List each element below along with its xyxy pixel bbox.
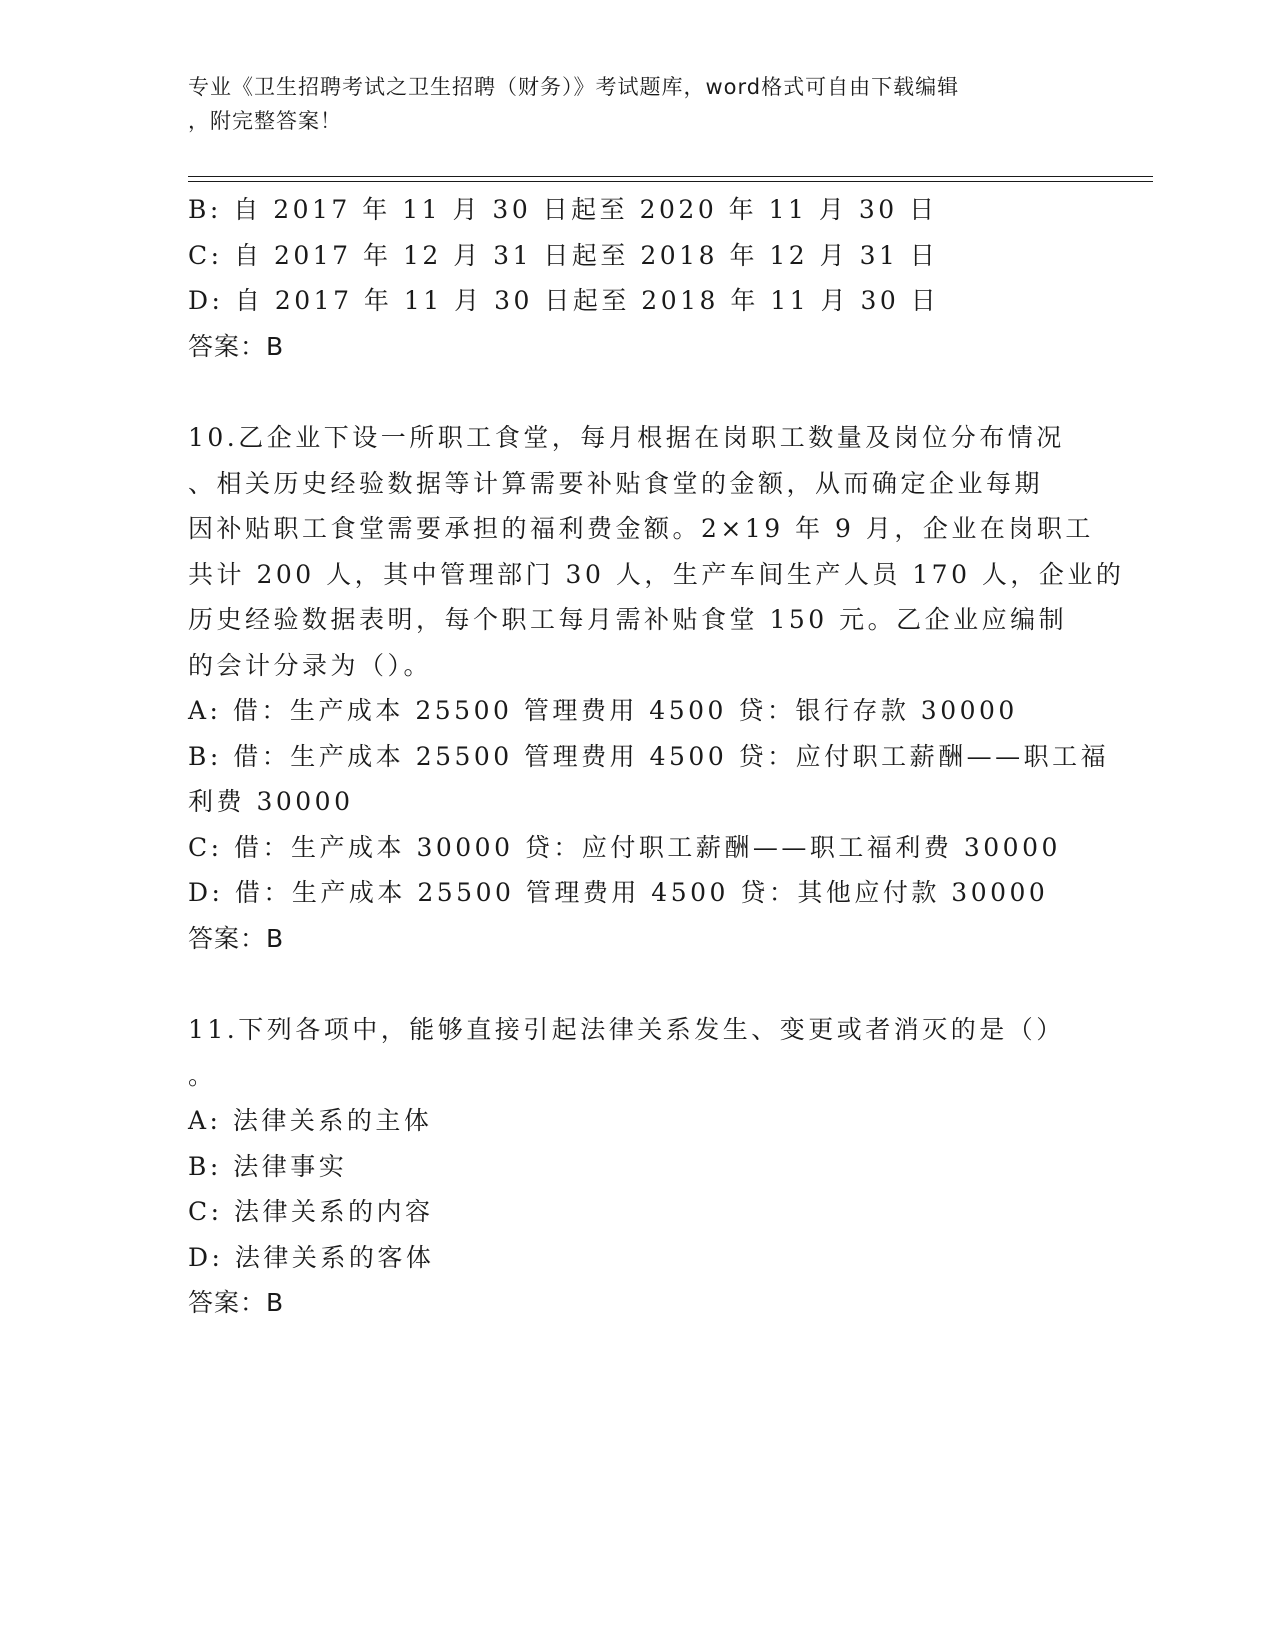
option-a: A: 法律关系的主体 xyxy=(188,1106,433,1135)
header-line-1: 专业《卫生招聘考试之卫生招聘（财务）》考试题库，word格式可自由下载编辑 xyxy=(188,75,960,99)
question-stem-line: 共计 200 人，其中管理部门 30 人，生产车间生产人员 170 人，企业的 xyxy=(188,559,1125,589)
option-d: D: 法律关系的客体 xyxy=(188,1242,435,1272)
option-b: B: 法律事实 xyxy=(188,1151,348,1181)
option-c: C: 法律关系的内容 xyxy=(188,1197,434,1226)
option-b: B: 自 2017 年 11 月 30 日起至 2020 年 11 月 30 日 xyxy=(188,195,938,224)
question-stem-line: 11.下列各项中，能够直接引起法律关系发生、变更或者消灭的是（） xyxy=(188,1015,1065,1044)
question-stem-line: 的会计分录为（）。 xyxy=(188,650,433,680)
header-line-2: ，附完整答案！ xyxy=(188,109,342,133)
spacer xyxy=(188,369,1088,415)
option-b: B: 借：生产成本 25500 管理费用 4500 贷：应付职工薪酬——职工福 xyxy=(188,741,1110,771)
question-9-tail xyxy=(188,187,1088,369)
question-stem-line: 。 xyxy=(188,1060,217,1090)
question-stem-line: 10.乙企业下设一所职工食堂，每月根据在岗职工数量及岗位分布情况 xyxy=(188,423,1065,452)
option-c: C: 借：生产成本 30000 贷：应付职工薪酬——职工福利费 30000 xyxy=(188,832,1061,862)
option-a: A: 借：生产成本 25500 管理费用 4500 贷：银行存款 30000 xyxy=(188,696,1018,725)
question-stem-line: 历史经验数据表明，每个职工每月需补贴食堂 150 元。乙企业应编制 xyxy=(188,605,1068,634)
question-stem-line: 因补贴职工食堂需要承担的福利费金额。2×19 年 9 月，企业在岗职工 xyxy=(188,514,1094,543)
header-rule-bottom xyxy=(188,181,1153,182)
answer-line: 答案：B xyxy=(188,331,285,361)
question-stem-line: 、相关历史经验数据等计算需要补贴食堂的金额，从而确定企业每期 xyxy=(188,468,1044,498)
option-d: D: 借：生产成本 25500 管理费用 4500 贷：其他应付款 30000 xyxy=(188,878,1049,907)
answer-line: 答案：B xyxy=(188,1288,285,1317)
question-10 xyxy=(188,415,1125,961)
spacer xyxy=(188,961,1088,1007)
option-c: C: 自 2017 年 12 月 31 日起至 2018 年 12 月 31 日 xyxy=(188,240,939,270)
option-d: D: 自 2017 年 11 月 30 日起至 2018 年 11 月 30 日 xyxy=(188,286,940,315)
header-rule-top xyxy=(188,176,1153,177)
question-11 xyxy=(188,1007,1088,1326)
answer-line: 答案：B xyxy=(188,923,285,953)
document-body xyxy=(188,187,1125,1326)
document-header xyxy=(188,70,1088,138)
option-b-continued: 利费 30000 xyxy=(188,787,354,816)
